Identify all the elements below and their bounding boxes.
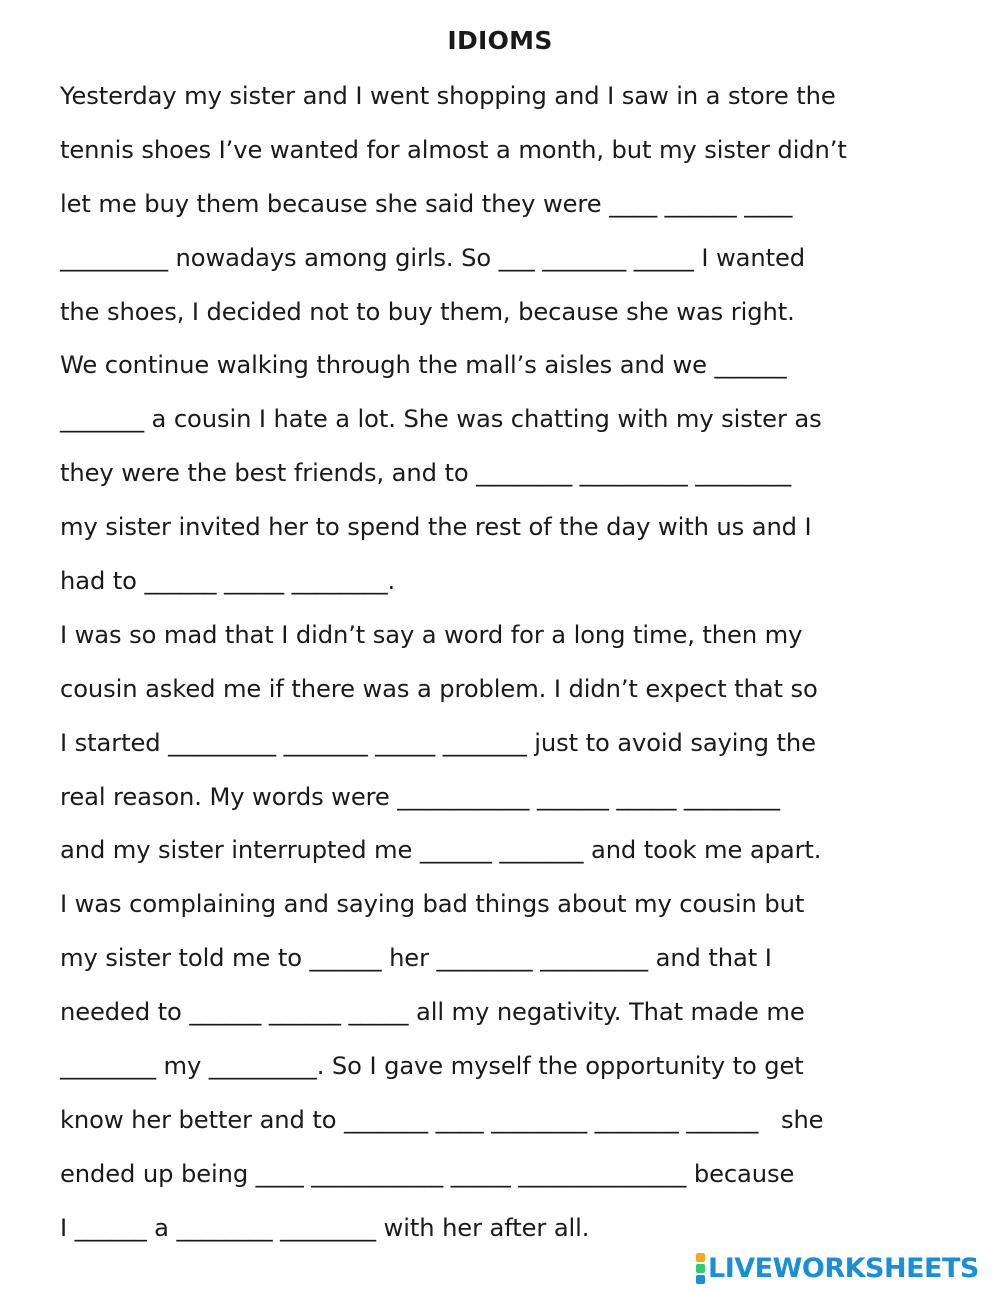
text-line: my sister invited her to spend the rest of the day with us and I: [60, 513, 812, 542]
text-line: and my sister interrupted me ______ _______ and took me apart.: [60, 836, 822, 865]
text-line: _______ a cousin I hate a lot. She was chatting with my sister as: [60, 405, 822, 434]
liveworksheets-logo-icon: [696, 1253, 705, 1284]
text-line: know her better and to _______ ____ ________ _______ ______ she: [60, 1105, 824, 1134]
text-line: the shoes, I decided not to buy them, because she was right.: [60, 297, 795, 326]
liveworksheets-brand: [696, 1252, 992, 1284]
text-line: they were the best friends, and to ________ _________ ________: [60, 459, 792, 488]
text-line: cousin asked me if there was a problem. I didn’t expect that so: [60, 674, 818, 703]
text-line: I ______ a ________ ________ with her after all.: [60, 1213, 590, 1242]
text-line: let me buy them because she said they were ____ ______ ____: [60, 189, 793, 218]
text-line: tennis shoes I’ve wanted for almost a month, but my sister didn’t: [60, 135, 847, 164]
text-line: needed to ______ ______ _____ all my negativity. That made me: [60, 998, 805, 1027]
text-line: I was so mad that I didn’t say a word for a long time, then my: [60, 620, 803, 649]
worksheet-title: IDIOMS: [447, 26, 553, 55]
text-line: real reason. My words were ___________ ______ _____ ________: [60, 782, 780, 811]
text-line: ended up being ____ ___________ _____ ______________ because: [60, 1159, 795, 1188]
brand-name: LIVEWORKSHEETS: [708, 1252, 979, 1284]
text-line: I started _________ _______ _____ _______ just to avoid saying the: [60, 728, 816, 757]
text-line: Yesterday my sister and I went shopping and I saw in a store the: [60, 82, 836, 110]
exercise-text: [60, 70, 980, 1256]
text-line: We continue walking through the mall’s aisles and we ______: [60, 351, 787, 380]
text-line: ________ my _________. So I gave myself the opportunity to get: [60, 1052, 804, 1081]
text-line: my sister told me to ______ her ________ _________ and that I: [60, 944, 772, 973]
text-line: I was complaining and saying bad things about my cousin but: [60, 890, 805, 919]
text-line: _________ nowadays among girls. So ___ _______ _____ I wanted: [60, 243, 806, 272]
text-line: had to ______ _____ ________.: [60, 567, 396, 596]
